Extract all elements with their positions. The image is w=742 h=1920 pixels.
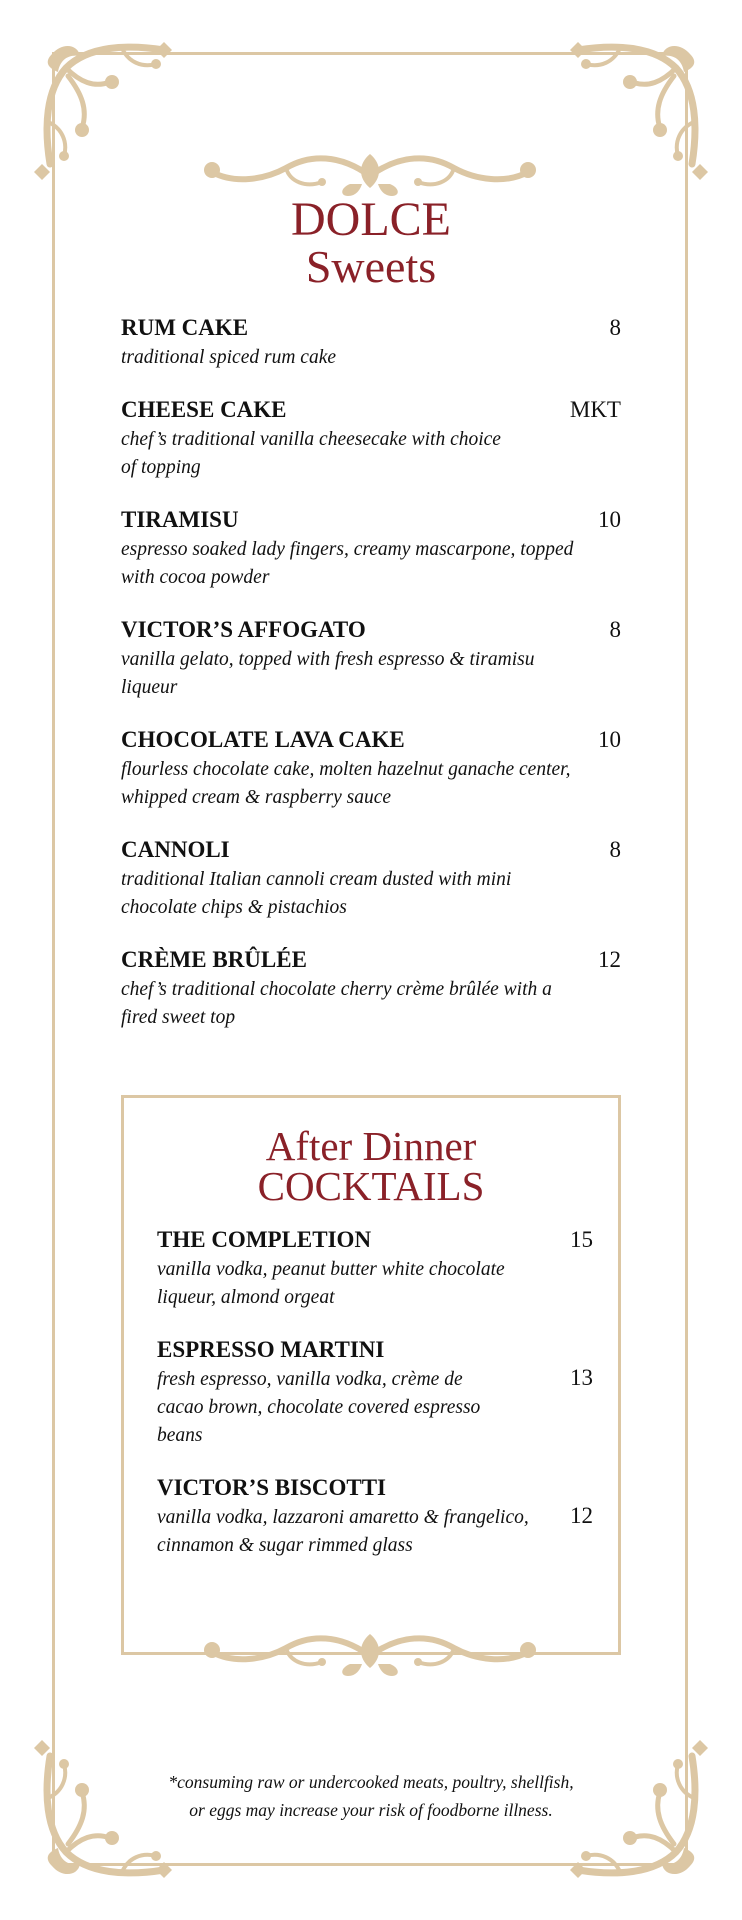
item-description: fresh espresso, vanilla vodka, crème de cacao brown, chocolate covered espresso beans: [157, 1369, 481, 1446]
item-name: TIRAMISU: [121, 507, 239, 532]
item-description: chef’s traditional chocolate cherry crème brûlée with a fired sweet top: [121, 979, 552, 1028]
item-description: vanilla vodka, peanut butter white chocolate liqueur, almond orgeat: [157, 1259, 505, 1308]
item-name: CRÈME BRÛLÉE: [121, 947, 307, 972]
sweets-title-primary: DOLCE: [291, 193, 451, 246]
cocktails-title-primary: After Dinner: [265, 1123, 477, 1169]
item-price: 10: [598, 507, 621, 532]
food-safety-disclaimer: [0, 1768, 742, 1824]
item-description: traditional Italian cannoli cream dusted with mini chocolate chips & pistachios: [121, 869, 512, 918]
item-price: MKT: [569, 397, 621, 422]
cocktails-title-secondary: COCKTAILS: [257, 1163, 485, 1209]
item-description: flourless chocolate cake, molten hazelnut ganache center, whipped cream & raspberry sauce: [121, 759, 571, 808]
item-price: 12: [570, 1503, 593, 1528]
item-price: 8: [609, 837, 621, 862]
disclaimer-line-2: or eggs may increase your risk of foodborne illness.: [189, 1800, 553, 1820]
item-description: vanilla gelato, topped with fresh espresso & tiramisu liqueur: [121, 649, 535, 698]
sweets-title-secondary: Sweets: [305, 241, 437, 292]
item-price: 15: [570, 1227, 593, 1252]
item-name: CANNOLI: [121, 837, 230, 862]
item-description: vanilla vodka, lazzaroni amaretto & frangelico, cinnamon & sugar rimmed glass: [157, 1507, 529, 1556]
item-name: THE COMPLETION: [157, 1227, 372, 1252]
cocktails-flourish-ornament: [190, 1628, 550, 1678]
item-name: ESPRESSO MARTINI: [157, 1337, 385, 1362]
item-price: 13: [570, 1365, 593, 1390]
item-description: traditional spiced rum cake: [121, 347, 337, 368]
item-price: 8: [609, 617, 621, 642]
corner-ornament-top-right: [560, 32, 710, 182]
item-name: CHEESE CAKE: [121, 397, 287, 422]
header-flourish-ornament: [190, 148, 550, 198]
item-name: VICTOR’S AFFOGATO: [121, 617, 366, 642]
item-price: 8: [609, 315, 621, 340]
item-price: 12: [598, 947, 621, 972]
item-name: CHOCOLATE LAVA CAKE: [121, 727, 405, 752]
item-description: chef’s traditional vanilla cheesecake with choice of topping: [121, 429, 501, 478]
disclaimer-line-1: *consuming raw or undercooked meats, poultry, shellfish,: [168, 1772, 574, 1792]
corner-ornament-top-left: [32, 32, 182, 182]
item-name: RUM CAKE: [121, 315, 249, 340]
item-price: 10: [598, 727, 621, 752]
item-description: espresso soaked lady fingers, creamy mascarpone, topped with cocoa powder: [121, 539, 574, 588]
item-name: VICTOR’S BISCOTTI: [157, 1475, 387, 1500]
